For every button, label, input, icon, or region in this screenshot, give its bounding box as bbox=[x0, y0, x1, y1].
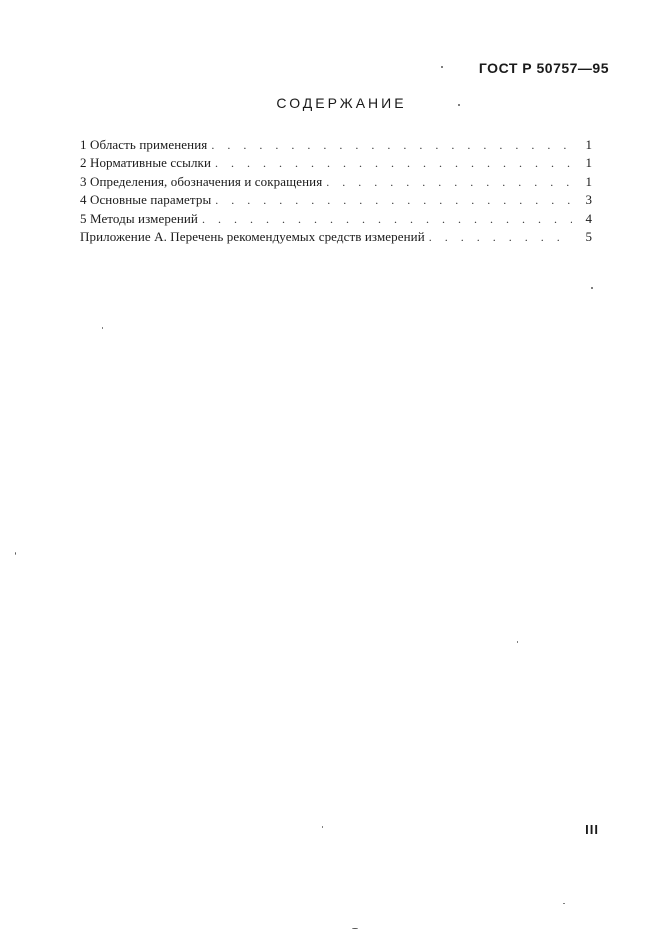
toc-entry-text: 4 Основные параметры bbox=[80, 192, 212, 208]
toc-entry bbox=[80, 173, 592, 191]
page-number: III bbox=[585, 822, 599, 837]
toc-entry bbox=[80, 154, 592, 172]
toc-entry-text: 3 Определения, обозначения и сокращения bbox=[80, 173, 323, 189]
toc-entry-page: 1 bbox=[585, 137, 592, 152]
toc-title: СОДЕРЖАНИЕ bbox=[276, 95, 407, 111]
toc-dot-leader bbox=[202, 210, 572, 228]
toc-entry-text: Приложение А. Перечень рекомендуемых средств измерений bbox=[80, 228, 425, 244]
toc-entry-page: 5 bbox=[585, 228, 592, 244]
toc-entry-page: 1 bbox=[585, 173, 592, 189]
toc-dot-leader bbox=[215, 191, 572, 209]
toc-entry-text: 2 Нормативные ссылки bbox=[80, 155, 212, 171]
toc-dot-leader bbox=[215, 154, 572, 172]
scan-speck bbox=[15, 552, 16, 555]
toc-entry-page: 4 bbox=[585, 210, 592, 226]
toc-entry bbox=[80, 136, 592, 154]
scan-speck bbox=[352, 928, 358, 929]
toc-entry-page: 1 bbox=[585, 155, 592, 171]
toc-dot-leader bbox=[211, 136, 572, 154]
toc-dot-leader bbox=[429, 228, 572, 246]
scan-speck bbox=[591, 287, 593, 289]
standard-code: ГОСТ Р 50757—95 bbox=[478, 60, 609, 76]
toc-entry-text: 1 Область применения bbox=[80, 137, 208, 152]
scan-speck bbox=[458, 104, 460, 106]
scan-speck bbox=[322, 826, 323, 828]
toc-entry bbox=[80, 210, 592, 228]
scan-speck bbox=[441, 66, 443, 68]
scan-speck bbox=[102, 327, 103, 329]
toc-entry-text: 5 Методы измерений bbox=[80, 210, 198, 226]
scan-speck bbox=[517, 641, 518, 643]
scan-speck bbox=[563, 903, 565, 904]
toc-dot-leader bbox=[326, 173, 572, 191]
toc-entry bbox=[80, 191, 592, 209]
toc-entry-page: 3 bbox=[585, 192, 592, 208]
table-of-contents bbox=[80, 136, 592, 246]
toc-entry bbox=[80, 228, 592, 246]
